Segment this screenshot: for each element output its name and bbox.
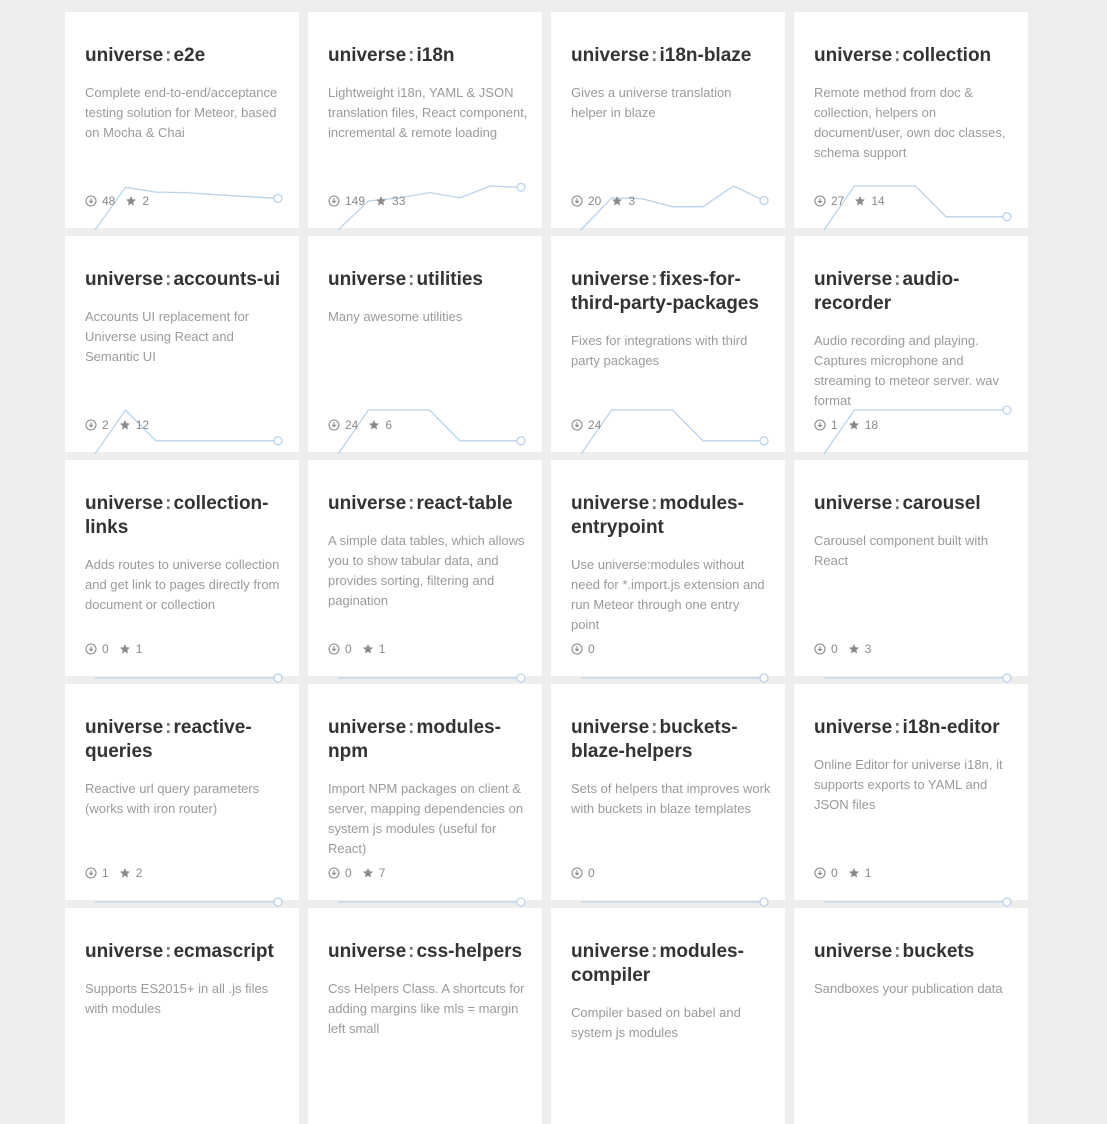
package-description: Complete end-to-end/acceptance testing solution for Meteor, based on Mocha & Chai (85, 85, 278, 140)
package-prefix: universe (328, 941, 407, 962)
downloads-count: 0 (588, 642, 595, 656)
downloads-count: 0 (588, 866, 595, 880)
star-icon (611, 195, 623, 207)
package-prefix: universe (571, 941, 650, 962)
stars-count: 33 (392, 194, 406, 208)
package-title[interactable] (814, 44, 1014, 68)
download-icon (85, 643, 97, 655)
package-title[interactable] (571, 492, 771, 540)
package-stats (328, 866, 385, 880)
package-stats (571, 866, 595, 880)
downloads-count: 20 (588, 194, 602, 208)
download-icon (328, 419, 340, 431)
downloads-stat (814, 866, 838, 880)
star-icon (125, 195, 137, 207)
stars-stat (848, 418, 878, 432)
download-icon (571, 195, 583, 207)
package-title[interactable] (814, 492, 1014, 516)
package-card[interactable] (65, 236, 299, 452)
package-description: Lightweight i18n, YAML & JSON translation files, React component, incremental & remote loading (328, 85, 528, 140)
package-card[interactable] (308, 460, 542, 676)
package-card[interactable] (551, 684, 785, 900)
downloads-count: 0 (345, 866, 352, 880)
sparkline-path (581, 186, 764, 230)
package-name: e2e (173, 45, 206, 66)
package-title[interactable] (814, 268, 1014, 316)
package-card[interactable] (308, 12, 542, 228)
download-icon (328, 643, 340, 655)
sparkline-path (338, 186, 521, 230)
package-prefix: universe (328, 269, 407, 290)
package-separator: : (165, 941, 172, 962)
package-separator: : (408, 269, 415, 290)
star-icon (368, 419, 380, 431)
downloads-count: 48 (102, 194, 116, 208)
stars-count: 2 (135, 866, 143, 880)
package-title[interactable] (328, 940, 528, 964)
package-description: Compiler based on babel and system js modules (571, 1005, 741, 1040)
package-name: collection-links (85, 493, 269, 538)
downloads-stat (571, 866, 595, 880)
package-name: collection (902, 45, 992, 66)
package-name: reactive-queries (85, 717, 252, 762)
download-icon (571, 643, 583, 655)
package-prefix: universe (814, 941, 893, 962)
package-prefix: universe (85, 45, 164, 66)
sparkline-endpoint (760, 674, 768, 682)
stars-count: 3 (628, 194, 636, 208)
stars-count: 1 (135, 642, 143, 656)
package-description: A simple data tables, which allows you to show tabular data, and provides sorting, filtering and pagination (328, 533, 525, 608)
package-name: modules-entrypoint (571, 493, 744, 538)
sparkline-endpoint (1003, 674, 1011, 682)
package-prefix: universe (328, 493, 407, 514)
package-name: buckets-blaze-helpers (571, 717, 738, 762)
download-icon (571, 867, 583, 879)
package-stats (814, 642, 871, 656)
package-separator: : (894, 269, 901, 290)
sparkline-path (824, 410, 1007, 454)
downloads-count: 1 (102, 866, 109, 880)
downloads-count: 0 (102, 642, 109, 656)
package-name: accounts-ui (173, 269, 281, 290)
star-icon (119, 419, 131, 431)
package-prefix: universe (85, 717, 164, 738)
star-icon (375, 195, 387, 207)
package-stats (85, 418, 149, 432)
package-name: modules-compiler (571, 941, 744, 986)
package-separator: : (408, 493, 415, 514)
sparkline-endpoint (517, 437, 525, 445)
package-stats (328, 418, 392, 432)
package-card[interactable] (308, 908, 542, 1124)
package-stats (328, 194, 405, 208)
downloads-count: 24 (345, 418, 359, 432)
package-name: i18n-editor (902, 717, 1000, 738)
download-icon (814, 419, 826, 431)
star-icon (848, 643, 860, 655)
package-description: Supports ES2015+ in all .js files with modules (85, 981, 269, 1016)
package-description: Sandboxes your publication data (814, 981, 1003, 996)
downloads-stat (814, 194, 844, 208)
package-grid (65, 12, 1028, 1124)
download-icon (814, 643, 826, 655)
package-title[interactable] (571, 44, 771, 68)
package-title[interactable] (571, 940, 771, 988)
star-icon (119, 867, 131, 879)
package-prefix: universe (814, 493, 893, 514)
stars-count: 12 (135, 418, 150, 432)
package-card[interactable] (308, 684, 542, 900)
package-prefix: universe (328, 717, 407, 738)
package-description: Remote method from doc & collection, helpers on document/user, own doc classes, schema support (814, 85, 1006, 160)
package-name: utilities (416, 269, 483, 290)
sparkline-path (338, 410, 521, 454)
package-card[interactable] (794, 12, 1028, 228)
package-title[interactable] (85, 492, 285, 540)
package-title[interactable] (328, 492, 528, 516)
package-description: Accounts UI replacement for Universe using React and Semantic UI (85, 309, 250, 364)
package-card[interactable] (551, 236, 785, 452)
package-name: css-helpers (416, 941, 523, 962)
package-name: audio-recorder (814, 269, 960, 314)
stars-stat (848, 866, 872, 880)
package-title[interactable] (328, 268, 528, 292)
package-separator: : (651, 717, 658, 738)
stars-stat (854, 194, 884, 208)
stars-stat (362, 642, 386, 656)
package-card[interactable] (794, 684, 1028, 900)
package-title[interactable] (814, 940, 1014, 964)
package-description: Sets of helpers that improves work with buckets in blaze templates (571, 781, 771, 816)
package-card[interactable] (65, 460, 299, 676)
stars-count: 2 (142, 194, 150, 208)
sparkline-endpoint (1003, 898, 1011, 906)
package-stats (571, 194, 635, 208)
package-card[interactable] (794, 460, 1028, 676)
downloads-count: 27 (831, 194, 845, 208)
package-description: Many awesome utilities (328, 309, 463, 324)
star-icon (848, 419, 860, 431)
package-name: i18n (416, 45, 455, 66)
downloads-stat (85, 194, 115, 208)
download-icon (85, 195, 97, 207)
package-description: Online Editor for universe i18n, it supports exports to YAML and JSON files (814, 757, 1003, 812)
star-icon (854, 195, 866, 207)
downloads-stat (571, 418, 601, 432)
package-prefix: universe (328, 45, 407, 66)
sparkline-endpoint (274, 898, 282, 906)
star-icon (362, 643, 374, 655)
sparkline-endpoint (760, 898, 768, 906)
stars-stat (119, 418, 149, 432)
package-title[interactable] (85, 268, 285, 292)
package-description: Reactive url query parameters (works with iron router) (85, 781, 260, 816)
package-prefix: universe (814, 45, 893, 66)
package-description: Import NPM packages on client & server, mapping dependencies on system js modules (useful for React) (328, 781, 524, 856)
package-description: Adds routes to universe collection and get link to pages directly from document or collection (85, 557, 280, 612)
package-prefix: universe (571, 45, 650, 66)
downloads-count: 1 (831, 418, 838, 432)
package-card[interactable] (551, 12, 785, 228)
package-separator: : (894, 717, 901, 738)
stars-count: 18 (864, 418, 879, 432)
downloads-stat (85, 418, 109, 432)
package-name: modules-npm (328, 717, 501, 762)
downloads-stat (85, 642, 109, 656)
package-description: Use universe:modules without need for *.import.js extension and run Meteor through one entry point (571, 557, 765, 632)
package-stats (571, 642, 595, 656)
downloads-stat (328, 866, 352, 880)
downloads-count: 0 (831, 866, 838, 880)
package-stats (85, 642, 142, 656)
downloads-count: 149 (345, 194, 366, 208)
sparkline-endpoint (1003, 213, 1011, 221)
downloads-count: 0 (345, 642, 352, 656)
package-card[interactable] (794, 236, 1028, 452)
package-prefix: universe (85, 941, 164, 962)
downloads-count: 2 (102, 418, 109, 432)
sparkline-endpoint (274, 437, 282, 445)
package-description: Css Helpers Class. A shortcuts for adding margins like mls = margin left small (328, 981, 525, 1036)
downloads-stat (571, 642, 595, 656)
package-separator: : (408, 717, 415, 738)
package-title[interactable] (328, 716, 528, 764)
package-name: ecmascript (173, 941, 274, 962)
sparkline-path (95, 410, 278, 454)
sparkline-path (581, 410, 764, 454)
package-description: Gives a universe translation helper in blaze (571, 85, 732, 120)
stars-stat (362, 866, 386, 880)
download-icon (814, 867, 826, 879)
sparkline-path (824, 186, 1007, 230)
download-icon (85, 419, 97, 431)
package-card[interactable] (794, 908, 1028, 1124)
star-icon (362, 867, 374, 879)
sparkline-endpoint (517, 183, 525, 191)
package-prefix: universe (85, 493, 164, 514)
sparkline-endpoint (760, 197, 768, 205)
package-stats (814, 418, 878, 432)
package-stats (328, 642, 385, 656)
sparkline-endpoint (274, 674, 282, 682)
sparkline-endpoint (517, 674, 525, 682)
package-separator: : (408, 941, 415, 962)
downloads-stat (814, 642, 838, 656)
package-name: carousel (902, 493, 981, 514)
package-prefix: universe (571, 269, 650, 290)
package-card[interactable] (551, 460, 785, 676)
package-prefix: universe (85, 269, 164, 290)
package-prefix: universe (571, 493, 650, 514)
package-separator: : (165, 493, 172, 514)
package-separator: : (408, 45, 415, 66)
package-description: Audio recording and playing. Captures microphone and streaming to meteor server. wav format (814, 333, 999, 408)
package-separator: : (894, 45, 901, 66)
stars-count: 3 (864, 642, 872, 656)
package-stats (814, 866, 871, 880)
download-icon (571, 419, 583, 431)
downloads-stat (571, 194, 601, 208)
package-separator: : (651, 493, 658, 514)
package-card[interactable] (551, 908, 785, 1124)
stars-stat (119, 642, 143, 656)
download-icon (328, 867, 340, 879)
package-stats (814, 194, 885, 208)
sparkline-endpoint (760, 437, 768, 445)
stars-count: 7 (378, 866, 386, 880)
package-title[interactable] (814, 716, 1014, 740)
package-card[interactable] (308, 236, 542, 452)
sparkline-endpoint (1003, 406, 1011, 414)
downloads-stat (328, 194, 365, 208)
package-separator: : (651, 45, 658, 66)
package-title[interactable] (328, 44, 528, 68)
package-prefix: universe (814, 717, 893, 738)
package-title[interactable] (571, 716, 771, 764)
package-name: react-table (416, 493, 513, 514)
package-card[interactable] (65, 908, 299, 1124)
downloads-stat (85, 866, 109, 880)
package-title[interactable] (85, 716, 285, 764)
package-title[interactable] (571, 268, 771, 316)
stars-count: 1 (378, 642, 386, 656)
package-stats (571, 418, 601, 432)
package-separator: : (165, 269, 172, 290)
package-prefix: universe (814, 269, 893, 290)
package-stats (85, 866, 142, 880)
package-description: Carousel component built with React (814, 533, 989, 568)
stars-stat (375, 194, 405, 208)
stars-stat (125, 194, 149, 208)
stars-count: 14 (871, 194, 885, 208)
download-icon (328, 195, 340, 207)
package-name: fixes-for-third-party-packages (571, 269, 759, 314)
package-description: Fixes for integrations with third party packages (571, 333, 748, 368)
package-card[interactable] (65, 12, 299, 228)
package-separator: : (651, 941, 658, 962)
sparkline-endpoint (274, 194, 282, 202)
stars-stat (368, 418, 392, 432)
download-icon (814, 195, 826, 207)
package-separator: : (894, 941, 901, 962)
sparkline-endpoint (517, 898, 525, 906)
package-name: buckets (902, 941, 975, 962)
stars-count: 6 (385, 418, 393, 432)
package-separator: : (894, 493, 901, 514)
downloads-count: 24 (588, 418, 602, 432)
package-title[interactable] (85, 44, 285, 68)
download-icon (85, 867, 97, 879)
stars-stat (119, 866, 143, 880)
package-card[interactable] (65, 684, 299, 900)
star-icon (119, 643, 131, 655)
package-stats (85, 194, 149, 208)
package-prefix: universe (571, 717, 650, 738)
downloads-stat (328, 418, 358, 432)
stars-stat (611, 194, 635, 208)
package-separator: : (165, 45, 172, 66)
downloads-stat (328, 642, 352, 656)
package-title[interactable] (85, 940, 285, 964)
star-icon (848, 867, 860, 879)
stars-count: 1 (864, 866, 872, 880)
downloads-count: 0 (831, 642, 838, 656)
package-separator: : (165, 717, 172, 738)
package-name: i18n-blaze (659, 45, 752, 66)
downloads-stat (814, 418, 838, 432)
stars-stat (848, 642, 872, 656)
package-separator: : (651, 269, 658, 290)
